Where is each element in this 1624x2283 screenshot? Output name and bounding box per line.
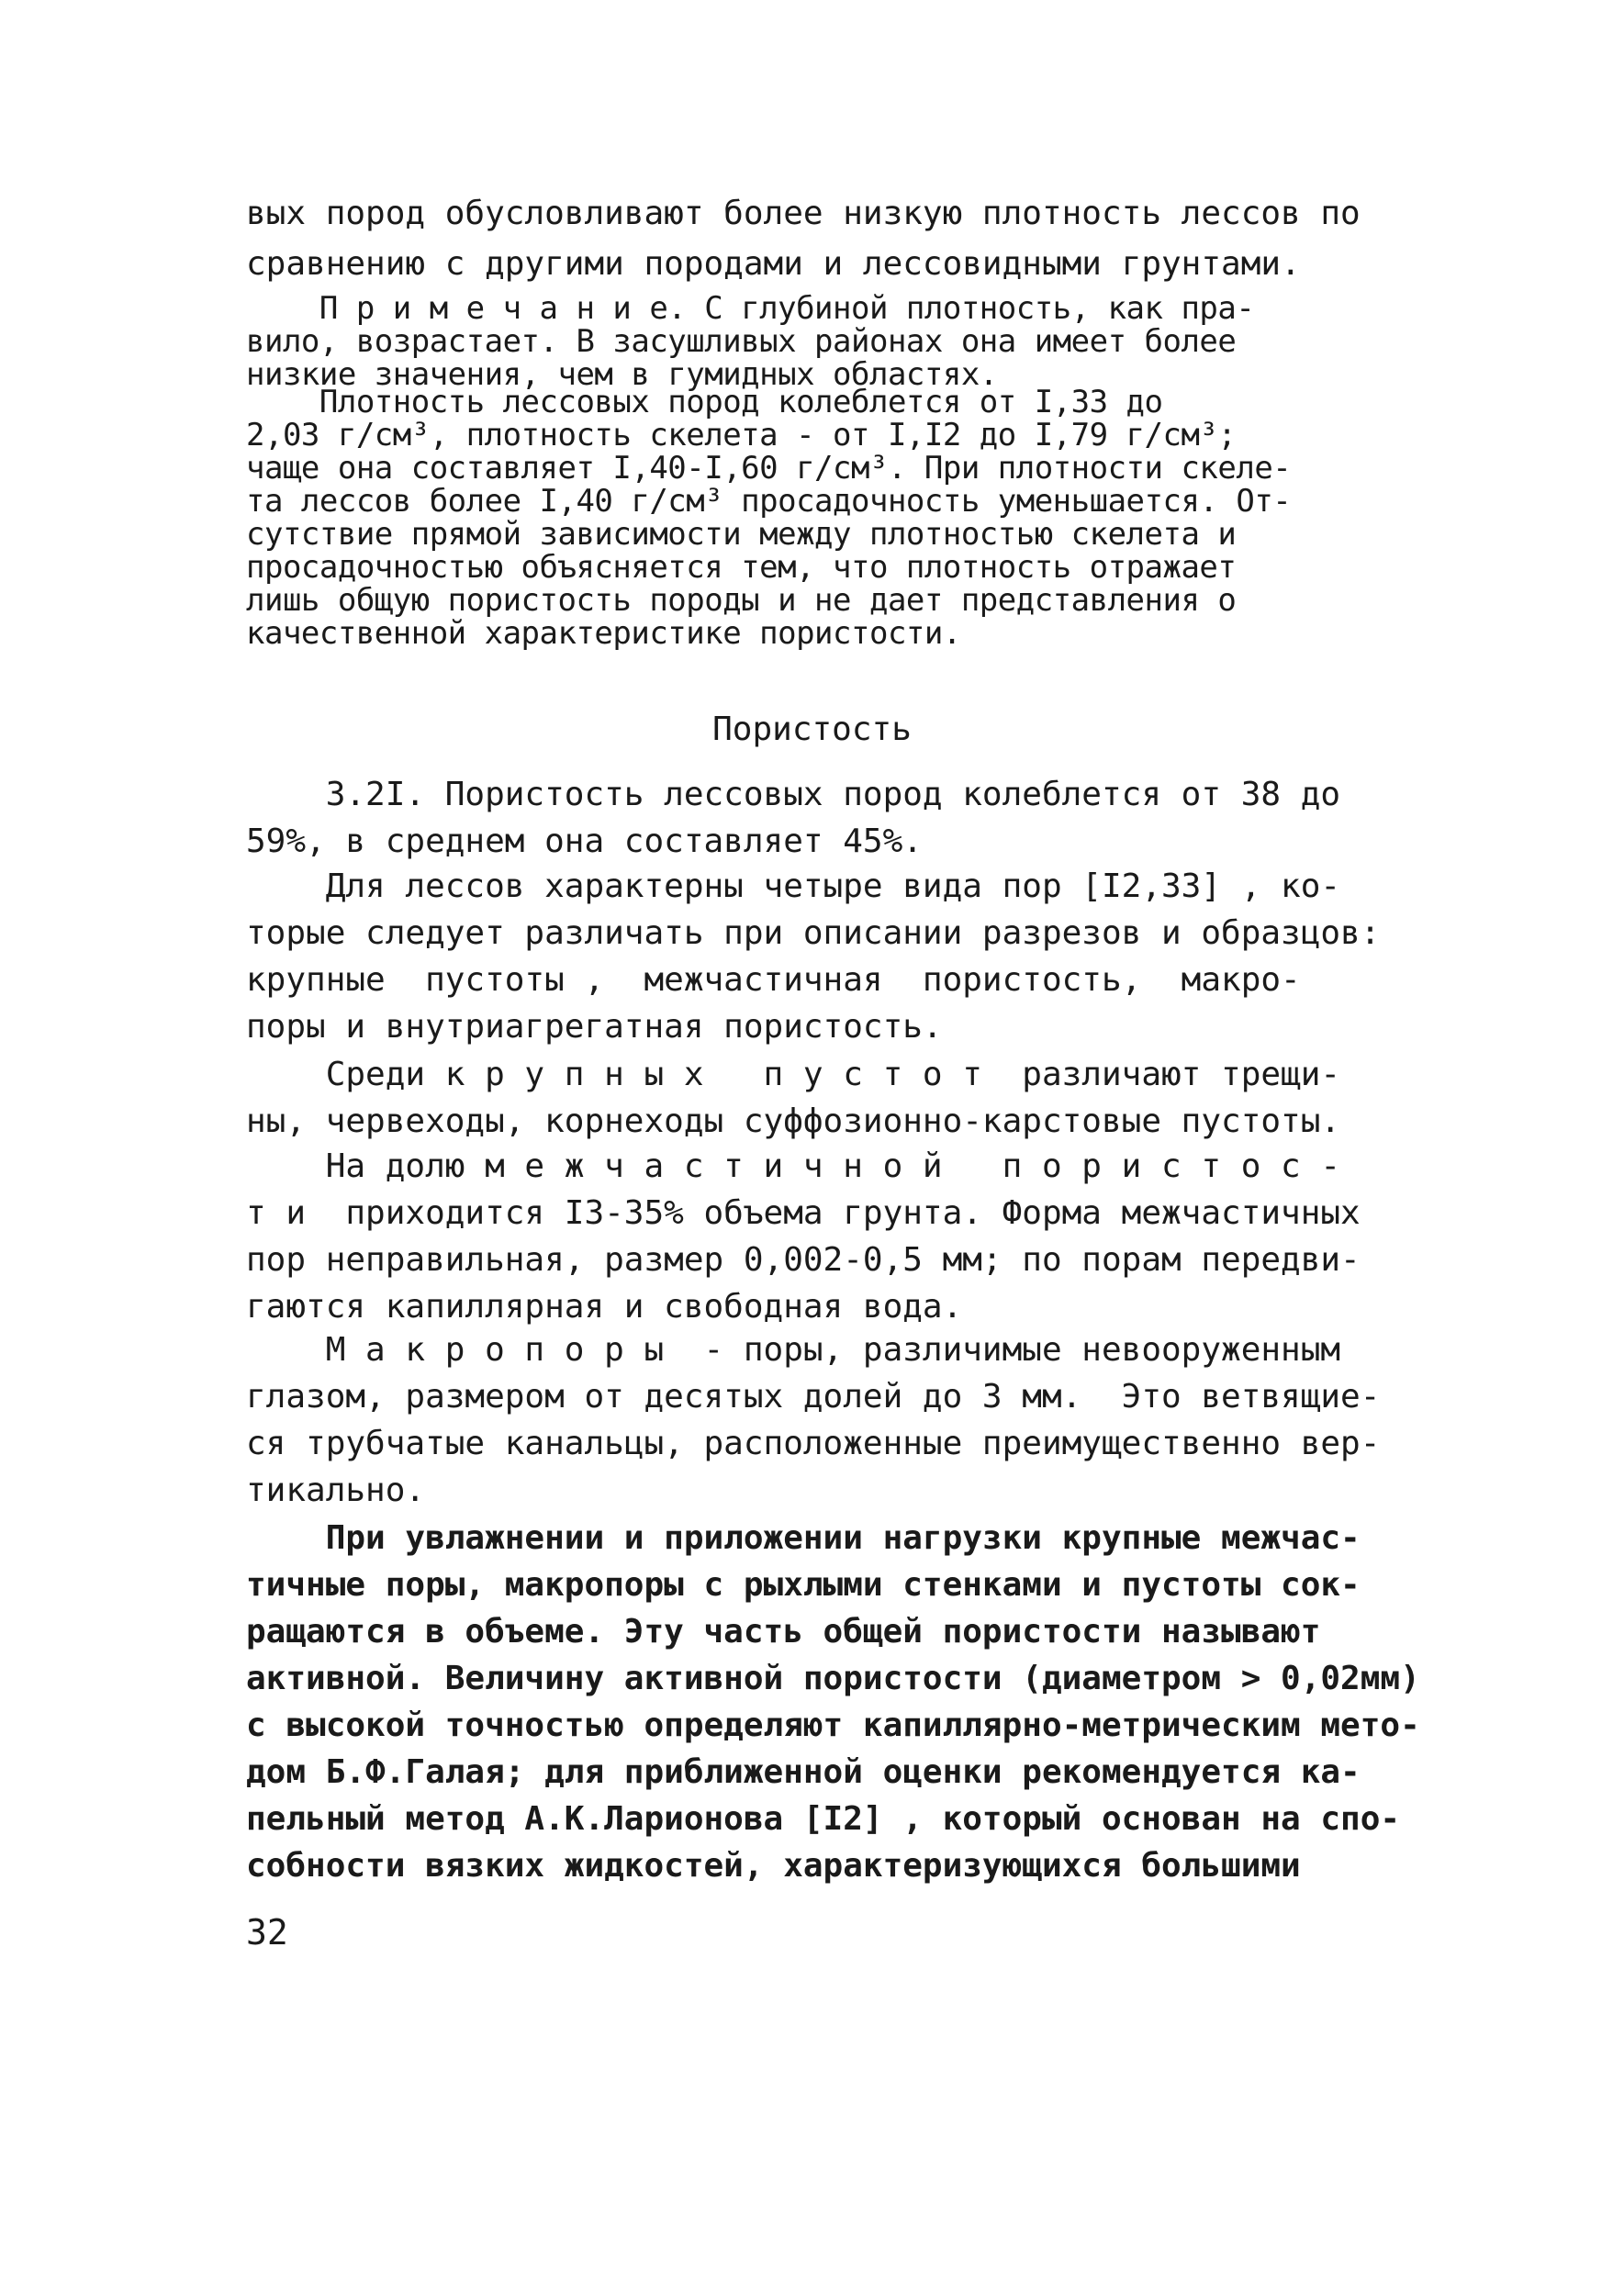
pore-types-paragraph — [246, 863, 1412, 1050]
text-line: Плотность лессовых пород колеблется от I,33 до — [246, 384, 1163, 420]
text-line: 59%, в среднем она составляет 45%. — [246, 823, 923, 860]
text-line: гаются капиллярная и свободная вода. — [246, 1288, 963, 1326]
text-line: На долю м е ж ч а с т и ч н о й п о р и с т о с - — [246, 1147, 1341, 1185]
text-line: собности вязких жидкостей, характеризующихся большими — [246, 1847, 1301, 1885]
text-line: При увлажнении и приложении нагрузки крупные межчас- — [246, 1519, 1361, 1557]
text-line: сутствие прямой зависимости между плотностью скелета и — [246, 516, 1237, 553]
text-line: вых пород обусловливают более низкую плотность лессов по — [246, 195, 1361, 232]
text-line: низкие значения, чем в гумидных областях. — [246, 356, 998, 393]
text-line: вило, возрастает. В засушливых районах она имеет более — [246, 323, 1237, 360]
text-line: качественной характеристике пористости. — [246, 615, 961, 652]
text-line: поры и внутриагрегатная пористость. — [246, 1008, 943, 1046]
section-heading: Пористость — [712, 711, 912, 748]
porosity-range-paragraph — [246, 771, 1412, 865]
text-line: лишь общую пористость породы и не дает представления о — [246, 582, 1237, 619]
text-line: та лессов более I,40 г/см³ просадочность уменьшается. От- — [246, 483, 1292, 520]
text-line: Среди к р у п н ы х п у с т о т различают трещи- — [246, 1056, 1341, 1093]
active-porosity-paragraph — [246, 1515, 1420, 1889]
text-line: ращаются в объеме. Эту часть общей пористости называют — [246, 1613, 1321, 1651]
text-line: Для лессов характерны четыре вида пор [I2,33] , ко- — [246, 867, 1341, 905]
text-line: активной. Величину активной пористости (диаметром > 0,02мм) — [246, 1660, 1420, 1697]
text-line: с высокой точностью определяют капиллярно-метрическим мето- — [246, 1707, 1420, 1744]
text-line: 2,03 г/см³, плотность скелета - от I,I2 до I,79 г/см³; — [246, 417, 1237, 453]
text-line: пор неправильная, размер 0,002-0,5 мм; по порам передви- — [246, 1241, 1361, 1279]
text-line: тичные поры, макропоры с рыхлыми стенками и пустоты сок- — [246, 1566, 1361, 1604]
text-line: М а к р о п о р ы - поры, различимые невооруженным — [246, 1331, 1341, 1369]
text-line: просадочностью объясняется тем, что плотность отражает — [246, 549, 1237, 586]
page-number: 32 — [246, 1912, 288, 1953]
paragraph-intro — [246, 188, 1412, 289]
text-line: П р и м е ч а н и е. С глубиной плотность, как пра- — [246, 290, 1255, 327]
note-paragraph — [246, 292, 1412, 391]
text-line: чаще она составляет I,40-I,60 г/см³. При плотности скеле- — [246, 450, 1292, 487]
text-line: торые следует различать при описании разрезов и образцов: — [246, 914, 1381, 952]
text-line: ся трубчатые канальцы, расположенные преимущественно вер- — [246, 1425, 1381, 1462]
text-line: т и приходится I3-35% объема грунта. Форма межчастичных — [246, 1194, 1361, 1232]
text-line: пельный метод А.К.Ларионова [I2] , который основан на спо- — [246, 1800, 1401, 1838]
interparticle-porosity-paragraph — [246, 1143, 1412, 1330]
text-line: крупные пустоты , межчастичная пористость, макро- — [246, 961, 1301, 999]
text-line: тикально. — [246, 1472, 426, 1509]
text-line: дом Б.Ф.Галая; для приближенной оценки рекомендуется ка- — [246, 1753, 1361, 1791]
text-line: сравнению с другими породами и лессовидными грунтами. — [246, 245, 1301, 283]
macropores-paragraph — [246, 1326, 1412, 1514]
density-paragraph — [246, 386, 1412, 650]
text-line: ны, червеходы, корнеходы суффозионно-карстовые пустоты. — [246, 1102, 1341, 1140]
text-line: 3.2I. Пористость лессовых пород колеблется от 38 до — [246, 776, 1341, 813]
text-line: глазом, размером от десятых долей до 3 мм. Это ветвящие- — [246, 1378, 1381, 1416]
large-voids-paragraph — [246, 1051, 1412, 1145]
